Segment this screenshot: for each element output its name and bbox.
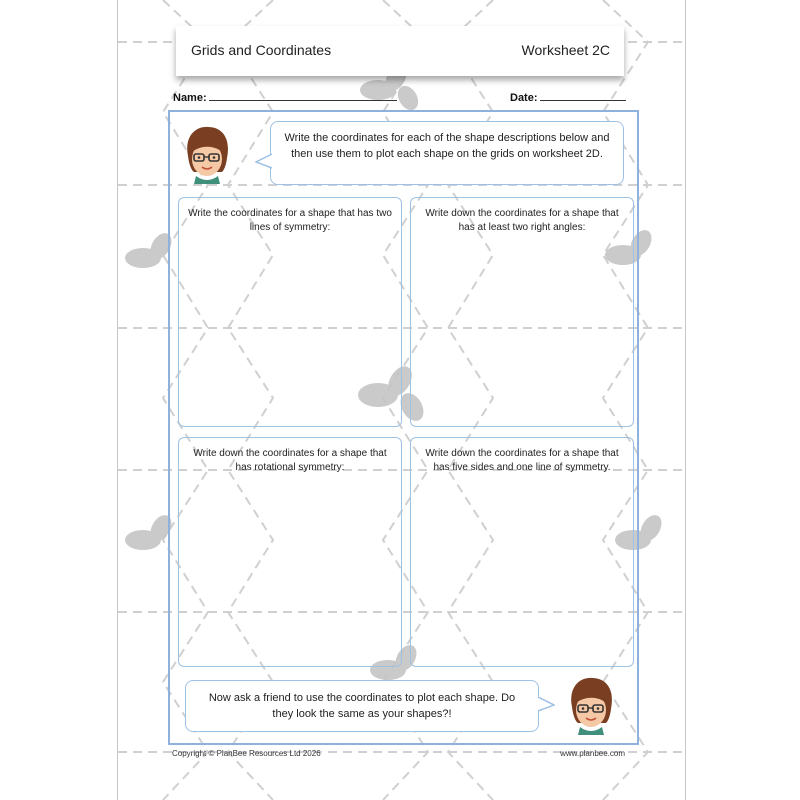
footer-website[interactable]: www.planbee.com: [560, 749, 625, 758]
date-line[interactable]: [540, 100, 626, 101]
outro-speech-bubble: [185, 680, 539, 732]
name-line[interactable]: [209, 100, 397, 101]
date-field[interactable]: [510, 92, 626, 104]
task-box[interactable]: [178, 197, 402, 427]
teacher-avatar-icon: [182, 126, 232, 184]
date-label: Date:: [510, 92, 538, 104]
task-box[interactable]: [410, 197, 634, 427]
task-prompt: Write down the coordinates for a shape that has five sides and one line of symmetry.: [425, 448, 619, 473]
worksheet-title: Grids and Coordinates: [191, 42, 332, 58]
speech-pointer-icon: [255, 152, 273, 172]
task-prompt: Write down the coordinates for a shape that has rotational symmetry:: [193, 448, 387, 473]
content-frame: [168, 110, 639, 745]
speech-pointer-icon: [537, 695, 555, 715]
task-prompt: Write the coordinates for a shape that has two lines of symmetry:: [188, 208, 392, 233]
footer-copyright: Copyright © PlanBee Resources Ltd 2026: [172, 749, 321, 758]
task-box[interactable]: [178, 437, 402, 667]
teacher-avatar-icon: [566, 677, 616, 735]
intro-speech-bubble: [270, 121, 624, 185]
outro-text: Now ask a friend to use the coordinates to plot each shape. Do they look the same as your shapes?!: [208, 692, 516, 720]
name-field[interactable]: [173, 92, 397, 104]
task-prompt: Write down the coordinates for a shape that has at least two right angles:: [425, 208, 619, 233]
worksheet-page: [117, 0, 686, 800]
title-bar: [176, 26, 624, 76]
name-label: Name:: [173, 92, 207, 104]
task-box[interactable]: [410, 437, 634, 667]
worksheet-number: Worksheet 2C: [521, 42, 610, 58]
intro-text: Write the coordinates for each of the shape descriptions below and then use them to plot each shape on the grids on worksheet 2D.: [284, 132, 610, 160]
